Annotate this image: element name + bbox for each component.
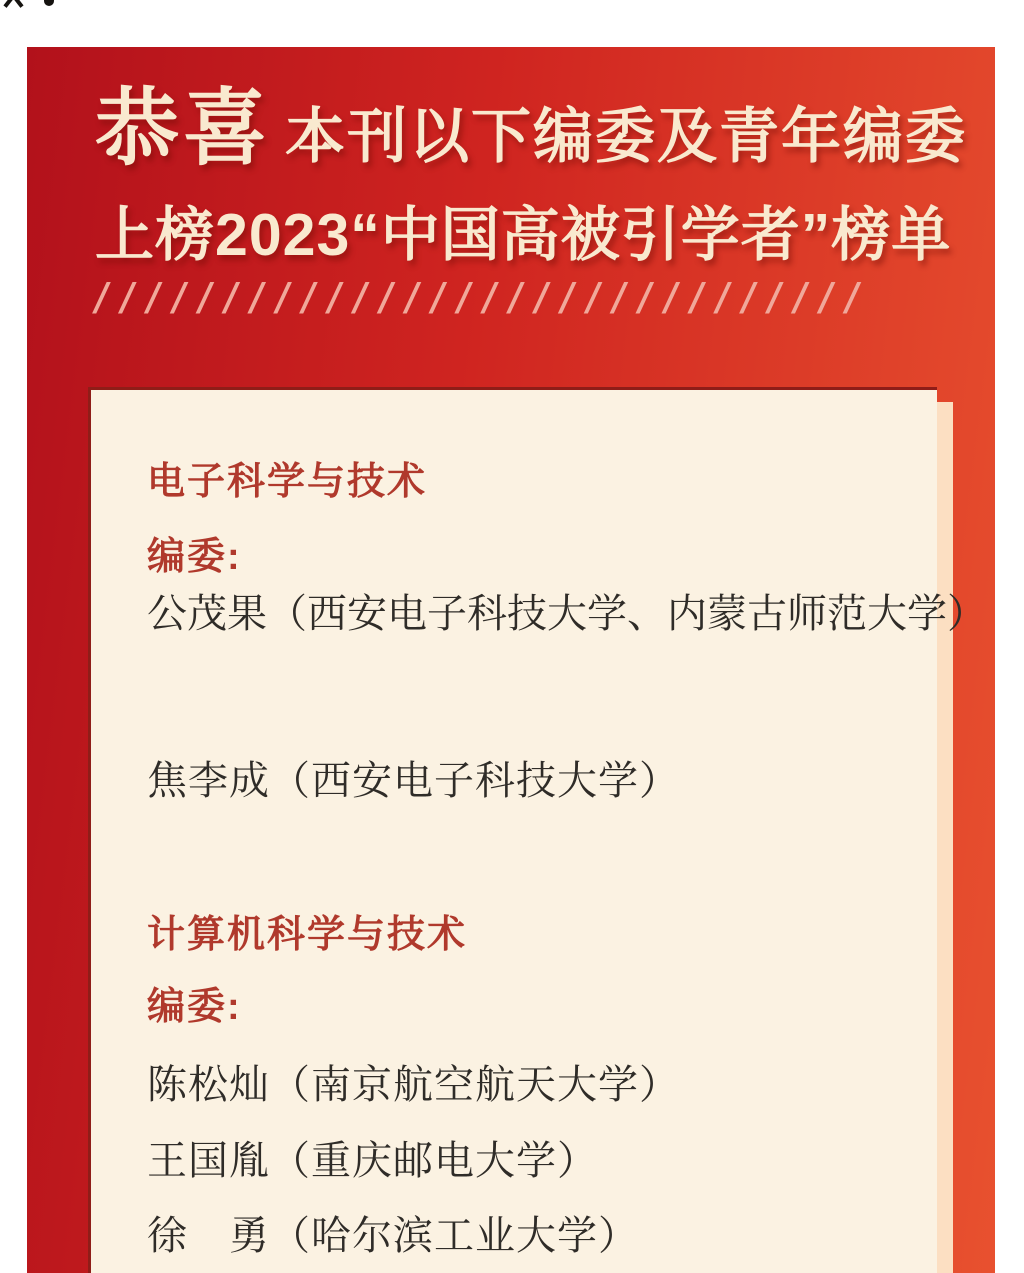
member-entry: 王国胤（重庆邮电大学）	[147, 1139, 598, 1183]
member-entry: 陈松灿（南京航空航天大学）	[147, 1063, 680, 1107]
role-label: 编委:	[147, 986, 242, 1028]
section-title-computer-science: 计算机科学与技术	[147, 914, 468, 956]
slash-decoration: //////////////////////////////	[90, 275, 867, 319]
member-entry: 公茂果（西安电子科技大学、内蒙古师范大学）	[147, 592, 987, 636]
red-banner	[27, 47, 995, 1273]
section-title-electronic-science: 电子科学与技术	[147, 461, 428, 503]
honorees-card	[88, 387, 987, 1273]
headline-line1-rest: 本刊以下编委及青年编委	[285, 103, 968, 170]
headline-line1	[95, 61, 967, 182]
cut-glyph-artifact	[12, 0, 23, 8]
cut-glyph-artifact	[44, 0, 54, 6]
cut-glyph-artifact	[3, 0, 14, 8]
member-entry: 徐 勇（哈尔滨工业大学）	[147, 1214, 639, 1258]
congrats-text: 恭喜	[95, 81, 272, 175]
member-entry: 焦李成（西安电子科技大学）	[147, 759, 680, 803]
role-label: 编委:	[147, 536, 242, 578]
headline-line2: 上榜2023“中国高被引学者”榜单	[95, 202, 952, 268]
